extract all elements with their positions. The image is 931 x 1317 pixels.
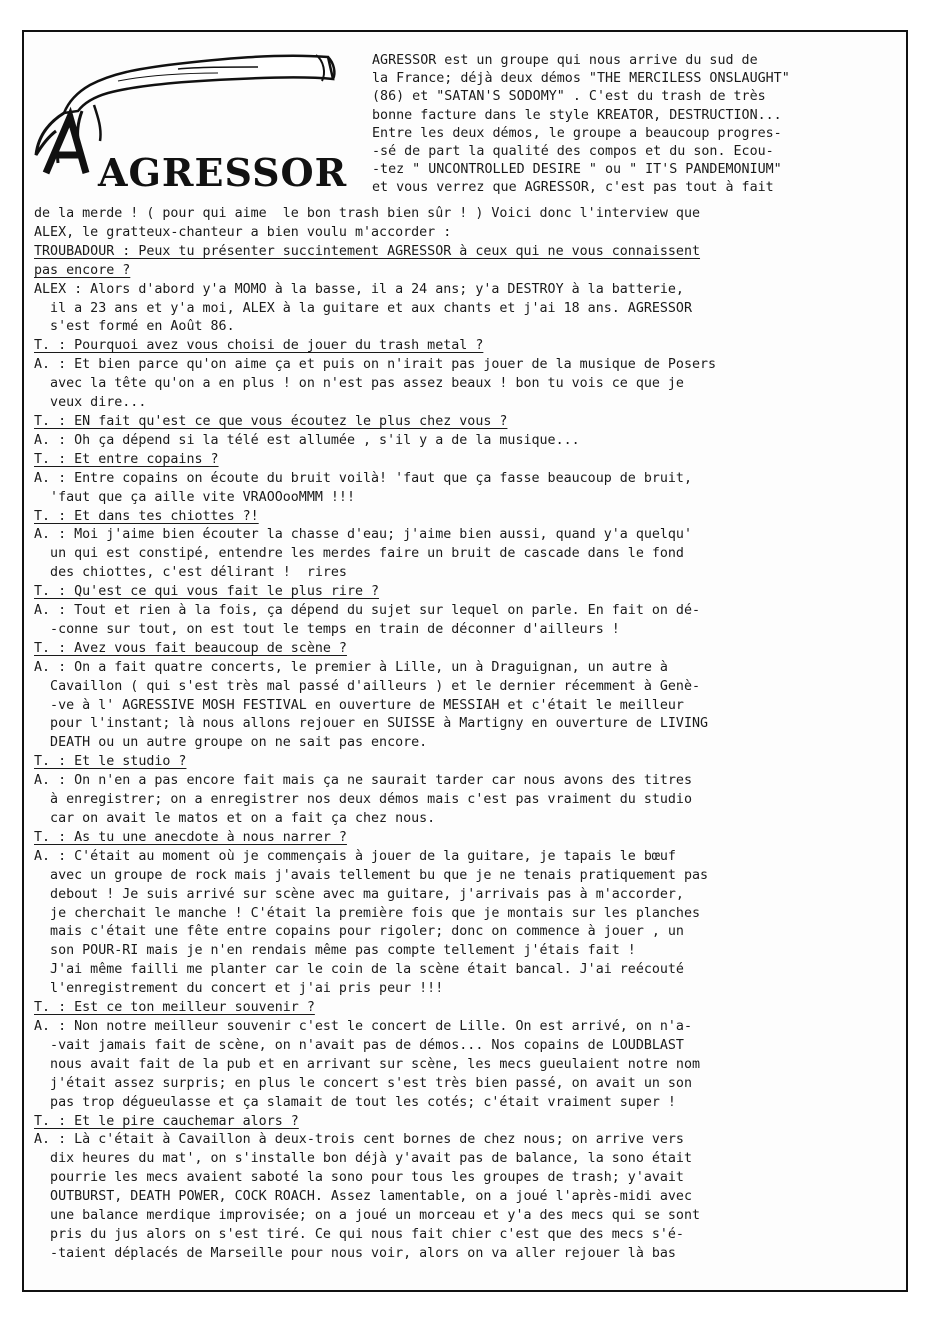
answer-line: -ve à l' AGRESSIVE MOSH FESTIVAL en ouverture de MESSIAH et c'était le meilleur (34, 697, 684, 713)
logo-text: AGRESSOR (98, 150, 348, 195)
answer-line: Cavaillon ( qui s'est très mal passé d'ailleurs ) et le dernier récemment à Genè- (34, 678, 701, 694)
answer-line: A. : On n'en a pas encore fait mais ça ne saurait tarder car nous avons des titres (34, 773, 692, 789)
answer-line: car on avait le matos et on a fait ça chez nous. (34, 811, 436, 826)
answer-line: A. : C'était au moment où je commençais à jouer de la guitare, je tapais le bœuf (34, 848, 676, 864)
agressor-logo (28, 45, 348, 195)
answer-line: il a 23 ans et y'a moi, ALEX à la guitare et aux chants et j'ai 18 ans. AGRESSOR (34, 300, 692, 316)
answer-line: A. : Là c'était à Cavaillon à deux-trois cent bornes de chez nous; on arrive vers (34, 1132, 684, 1148)
answer-line: A. : Oh ça dépend si la télé est allumée , s'il y a de la musique... (34, 432, 580, 448)
question-line: T. : EN fait qu'est ce que vous écoutez le plus chez vous ? (34, 413, 508, 429)
answer-line: l'enregistrement du concert et j'ai pris peur !!! (34, 981, 444, 997)
question-line: T. : Et le pire cauchemar alors ? (34, 1113, 299, 1129)
answer-line: A. : Moi j'aime bien écouter la chasse d'eau; j'aime bien aussi, quand y'a quelqu' (34, 527, 692, 543)
answer-line: A. : Tout et rien à la fois, ça dépend du sujet sur lequel on parle. En fait on dé- (34, 603, 701, 619)
question-line: T. : Est ce ton meilleur souvenir ? (34, 1000, 315, 1016)
answer-line: ALEX : Alors d'abord y'a MOMO à la basse, il a 24 ans; y'a DESTROY à la batterie, (34, 281, 684, 297)
question-line: T. : Et dans tes chiottes ?! (34, 508, 259, 524)
interview-body (34, 205, 904, 1264)
question-line: TROUBADOUR : Peux tu présenter succintement AGRESSOR à ceux qui ne vous connaissent (34, 243, 701, 259)
answer-line: une balance merdique improvisée; on a joué un morceau et y'a des mecs qui se sont (34, 1208, 701, 1224)
answer-line: je cherchait le manche ! C'était la première fois que je montais sur les planches (34, 905, 701, 921)
answer-line: des chiottes, c'est délirant ! rires (34, 565, 347, 581)
intro-paragraph (372, 52, 902, 198)
answer-line: son POUR-RI mais je n'en rendais même pas compte tellement j'étais fait ! (34, 943, 636, 959)
answer-line: 'faut que ça aille vite VRAOOooMMM !!! (34, 489, 355, 505)
answer-line: pourrie les mecs avaient saboté la sono pour tous les groupes de trash; y'avait (34, 1170, 684, 1186)
answer-line: mais c'était une fête entre copains pour rigoler; donc on commence à jouer , un (34, 924, 684, 940)
answer-line: debout ! Je suis arrivé sur scène avec ma guitare, j'arrivais pas à m'accorder, (34, 886, 684, 902)
question-line: T. : Avez vous fait beaucoup de scène ? (34, 640, 347, 656)
answer-line: A. : Et bien parce qu'on aime ça et puis on n'irait pas jouer de la musique de Posers (34, 357, 717, 373)
intro-line: Entre les deux démos, le groupe a beaucoup progres- (372, 125, 782, 141)
question-line: T. : Pourquoi avez vous choisi de jouer du trash metal ? (34, 338, 484, 354)
answer-line: un qui est constipé, entendre les merdes faire un bruit de cascade dans le fond (34, 546, 684, 562)
question-line: T. : Et le studio ? (34, 754, 187, 770)
question-line: T. : As tu une anecdote à nous narrer ? (34, 829, 347, 845)
answer-line: s'est formé en Août 86. (34, 319, 235, 335)
answer-line: J'ai même failli me planter car le coin de la scène était bancal. J'ai reécouté (34, 962, 684, 978)
question-line: T. : Et entre copains ? (34, 451, 219, 467)
intro-line: bonne facture dans le style KREATOR, DESTRUCTION... (372, 107, 782, 123)
answer-line: ALEX, le gratteux-chanteur a bien voulu m'accorder : (34, 224, 452, 240)
answer-line: A. : Entre copains on écoute du bruit voilà! 'faut que ça fasse beaucoup de bruit, (34, 470, 692, 486)
answer-line: nous avait fait de la pub et en arrivant sur scène, les mecs gueulaient notre nom (34, 1056, 701, 1072)
question-line: pas encore ? (34, 262, 131, 278)
answer-line: -taient déplacés de Marseille pour nous voir, alors on va aller rejouer là bas (34, 1245, 676, 1261)
answer-line: OUTBURST, DEATH POWER, COCK ROACH. Assez lamentable, on a joué l'après-midi avec (34, 1189, 692, 1205)
answer-line: j'était assez surpris; en plus le concert s'est très bien passé, on avait un son (34, 1075, 692, 1091)
answer-line: de la merde ! ( pour qui aime le bon trash bien sûr ! ) Voici donc l'interview que (34, 206, 701, 221)
answer-line: avec un groupe de rock mais j'avais tellement bu que je ne tenais pratiquement pas (34, 867, 709, 883)
answer-line: -vait jamais fait de scène, on n'avait pas de démos... Nos copains de LOUDBLAST (34, 1037, 684, 1053)
intro-line: la France; déjà deux démos "THE MERCILESS ONSLAUGHT" (372, 71, 790, 87)
intro-line: -sé de part la qualité des compos et du son. Ecou- (372, 144, 774, 160)
intro-line: -tez " UNCONTROLLED DESIRE " ou " IT'S PANDEMONIUM" (372, 162, 782, 178)
answer-line: à enregistrer; on a enregistrer nos deux démos mais c'est pas vraiment du studio (34, 792, 692, 808)
question-line: T. : Qu'est ce qui vous fait le plus rire ? (34, 584, 380, 600)
intro-line: AGRESSOR est un groupe qui nous arrive du sud de (372, 53, 758, 68)
answer-line: A. : On a fait quatre concerts, le premier à Lille, un à Draguignan, un autre à (34, 659, 668, 675)
answer-line: A. : Non notre meilleur souvenir c'est le concert de Lille. On est arrivé, on n'a- (34, 1018, 692, 1034)
answer-line: dix heures du mat', on s'installe bon déjà y'avait pas de balance, la sono était (34, 1151, 692, 1167)
answer-line: veux dire... (34, 395, 147, 411)
answer-line: -conne sur tout, on est tout le temps en train de déconner d'ailleurs ! (34, 621, 620, 637)
answer-line: avec la tête qu'on a en plus ! on n'est pas assez beaux ! bon tu vois ce que je (34, 376, 684, 392)
answer-line: pris du jus alors on s'est tiré. Ce qui nous fait chier c'est que des mecs s'é- (34, 1226, 684, 1242)
intro-line: (86) et "SATAN'S SODOMY" . C'est du trash de très (372, 89, 766, 105)
answer-line: DEATH ou un autre groupe on ne sait pas encore. (34, 735, 428, 751)
intro-line: et vous verrez que AGRESSOR, c'est pas tout à fait (372, 180, 774, 196)
answer-line: pas trop dégueulasse et ça slamait de tout les cotés; c'était vraiment super ! (34, 1094, 676, 1110)
answer-line: pour l'instant; là nous allons rejouer en SUISSE à Martigny en ouverture de LIVING (34, 716, 709, 732)
